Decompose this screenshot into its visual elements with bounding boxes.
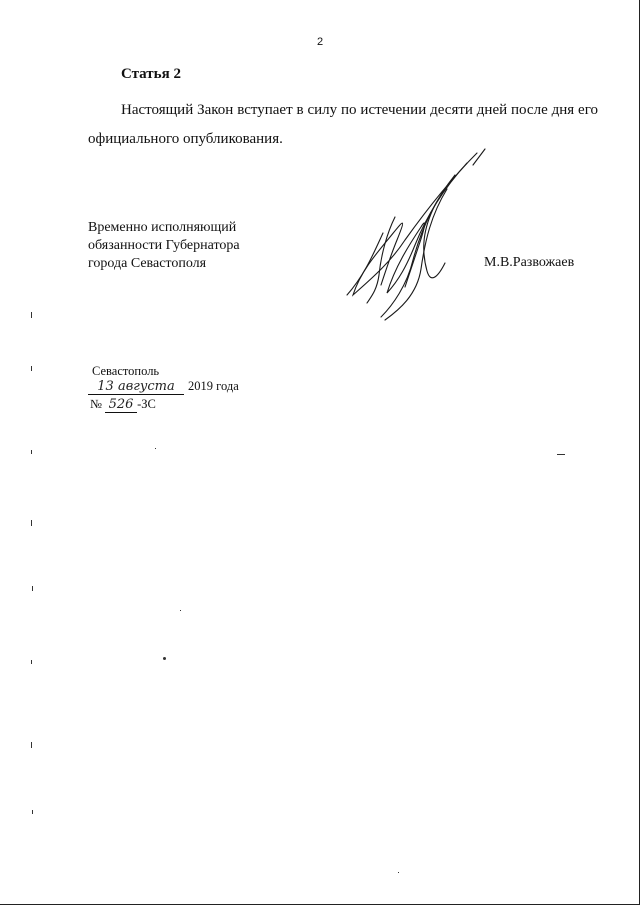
signer-name: М.В.Развожаев: [484, 255, 575, 270]
scan-dot: [163, 657, 166, 660]
signer-position: [88, 219, 240, 273]
handwritten-number: 526: [105, 397, 137, 413]
number-sign: №: [90, 397, 102, 411]
number-suffix: -ЗС: [137, 397, 156, 411]
handwritten-date: 13 августа: [88, 379, 184, 395]
article-text: Настоящий Закон вступает в силу по истечении десяти дней после дня его официального опубликования.: [88, 102, 598, 147]
signer-position-line: Временно исполняющий: [88, 220, 237, 235]
signer-position-line: города Севастополя: [88, 256, 207, 271]
place-of-signing: Севастополь: [92, 364, 160, 378]
scan-margin-marks: [31, 0, 33, 905]
scan-dot: [398, 872, 399, 873]
page-number: 2: [316, 36, 324, 48]
handwritten-signature: [335, 145, 495, 325]
date-year: 2019 года: [188, 379, 239, 393]
scan-dot: [180, 610, 181, 611]
article-title: Статья 2: [121, 66, 181, 82]
scan-dash: [557, 454, 565, 455]
signing-date: [88, 379, 239, 395]
law-number: [90, 397, 156, 413]
scan-dot: [155, 448, 156, 449]
signer-position-line: обязанности Губернатора: [88, 238, 240, 253]
